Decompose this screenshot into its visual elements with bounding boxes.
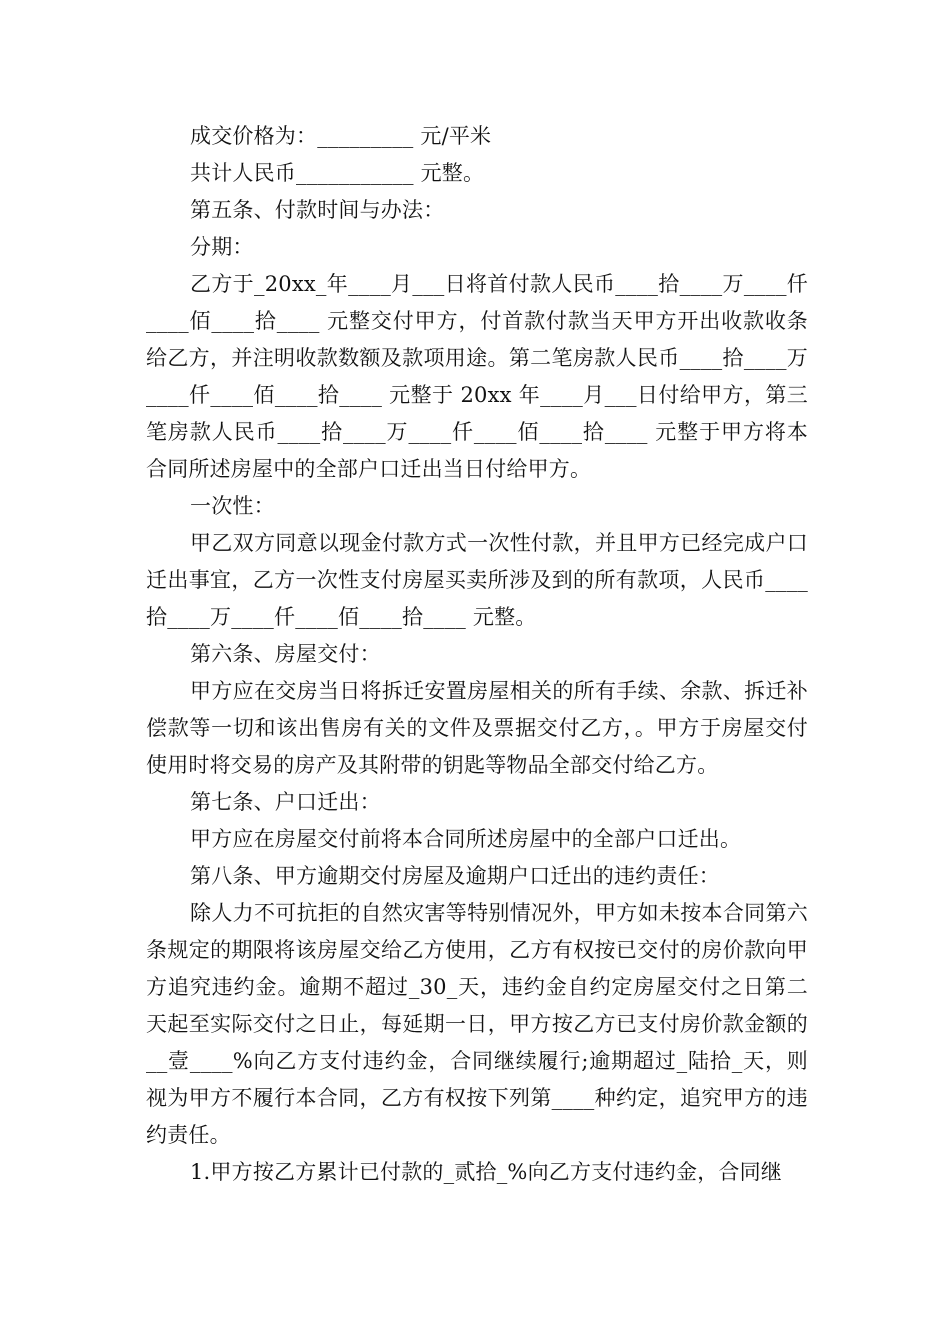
- total-amount-line: 共计人民币___________ 元整。: [190, 161, 485, 185]
- lump-sum-heading: 一次性：: [190, 494, 275, 518]
- article-7-heading: 第七条、户口迁出：: [190, 790, 381, 814]
- breach-paragraph: 除人力不可抗拒的自然灾害等特别情况外，甲方如未按本合同第六条规定的期限将该房屋交给乙方使用，乙方有权按已交付的房价款向甲方追究违约金。逾期不超过_30_天，违约金自约定房屋交付之日第二天起至实际交付之日止，每延期一日，甲方按乙方已支付房价款金额的__壹____%向乙方支付违约金，合同继续履行;逾期超过_陆拾_天，则视为甲方不履行本合同，乙方有权按下列第____种约定，追究甲方的违约责任。: [146, 901, 808, 1147]
- hukou-paragraph: 甲方应在房屋交付前将本合同所述房屋中的全部户口迁出。: [190, 827, 742, 851]
- clause-1-paragraph: 1.甲方按乙方累计已付款的_贰拾_%向乙方支付违约金，合同继: [190, 1160, 782, 1184]
- article-5-heading: 第五条、付款时间与办法：: [190, 198, 445, 222]
- handover-paragraph: 甲方应在交房当日将拆迁安置房屋相关的所有手续、余款、拆迁补偿款等一切和该出售房有关的文件及票据交付乙方，。甲方于房屋交付使用时将交易的房产及其附带的钥匙等物品全部交付给乙方。: [146, 679, 808, 777]
- lump-sum-paragraph: 甲乙双方同意以现金付款方式一次性付款，并且甲方已经完成户口迁出事宜，乙方一次性支付房屋买卖所涉及到的所有款项，人民币____拾____万____仟____佰____拾____ 元整。: [146, 531, 808, 629]
- price-per-sqm-line: 成交价格为：_________ 元/平米: [190, 124, 492, 148]
- installment-paragraph: 乙方于_20xx_年____月___日将首付款人民币____拾____万____仟____佰____拾____ 元整交付甲方，付首款付款当天甲方开出收款收条给乙方，并注明收款数额及款项用途。第二笔房款人民币____拾____万____仟____佰____拾____ 元整于 20xx 年____月___日付给甲方，第三笔房款人民币____拾____万____仟____佰____拾____ 元整于甲方将本合同所述房屋中的全部户口迁出当日付给甲方。: [146, 272, 808, 481]
- contract-body: [146, 118, 808, 1191]
- installment-heading: 分期：: [190, 235, 254, 259]
- article-6-heading: 第六条、房屋交付：: [190, 642, 381, 666]
- article-8-heading: 第八条、甲方逾期交付房屋及逾期户口迁出的违约责任：: [190, 864, 720, 888]
